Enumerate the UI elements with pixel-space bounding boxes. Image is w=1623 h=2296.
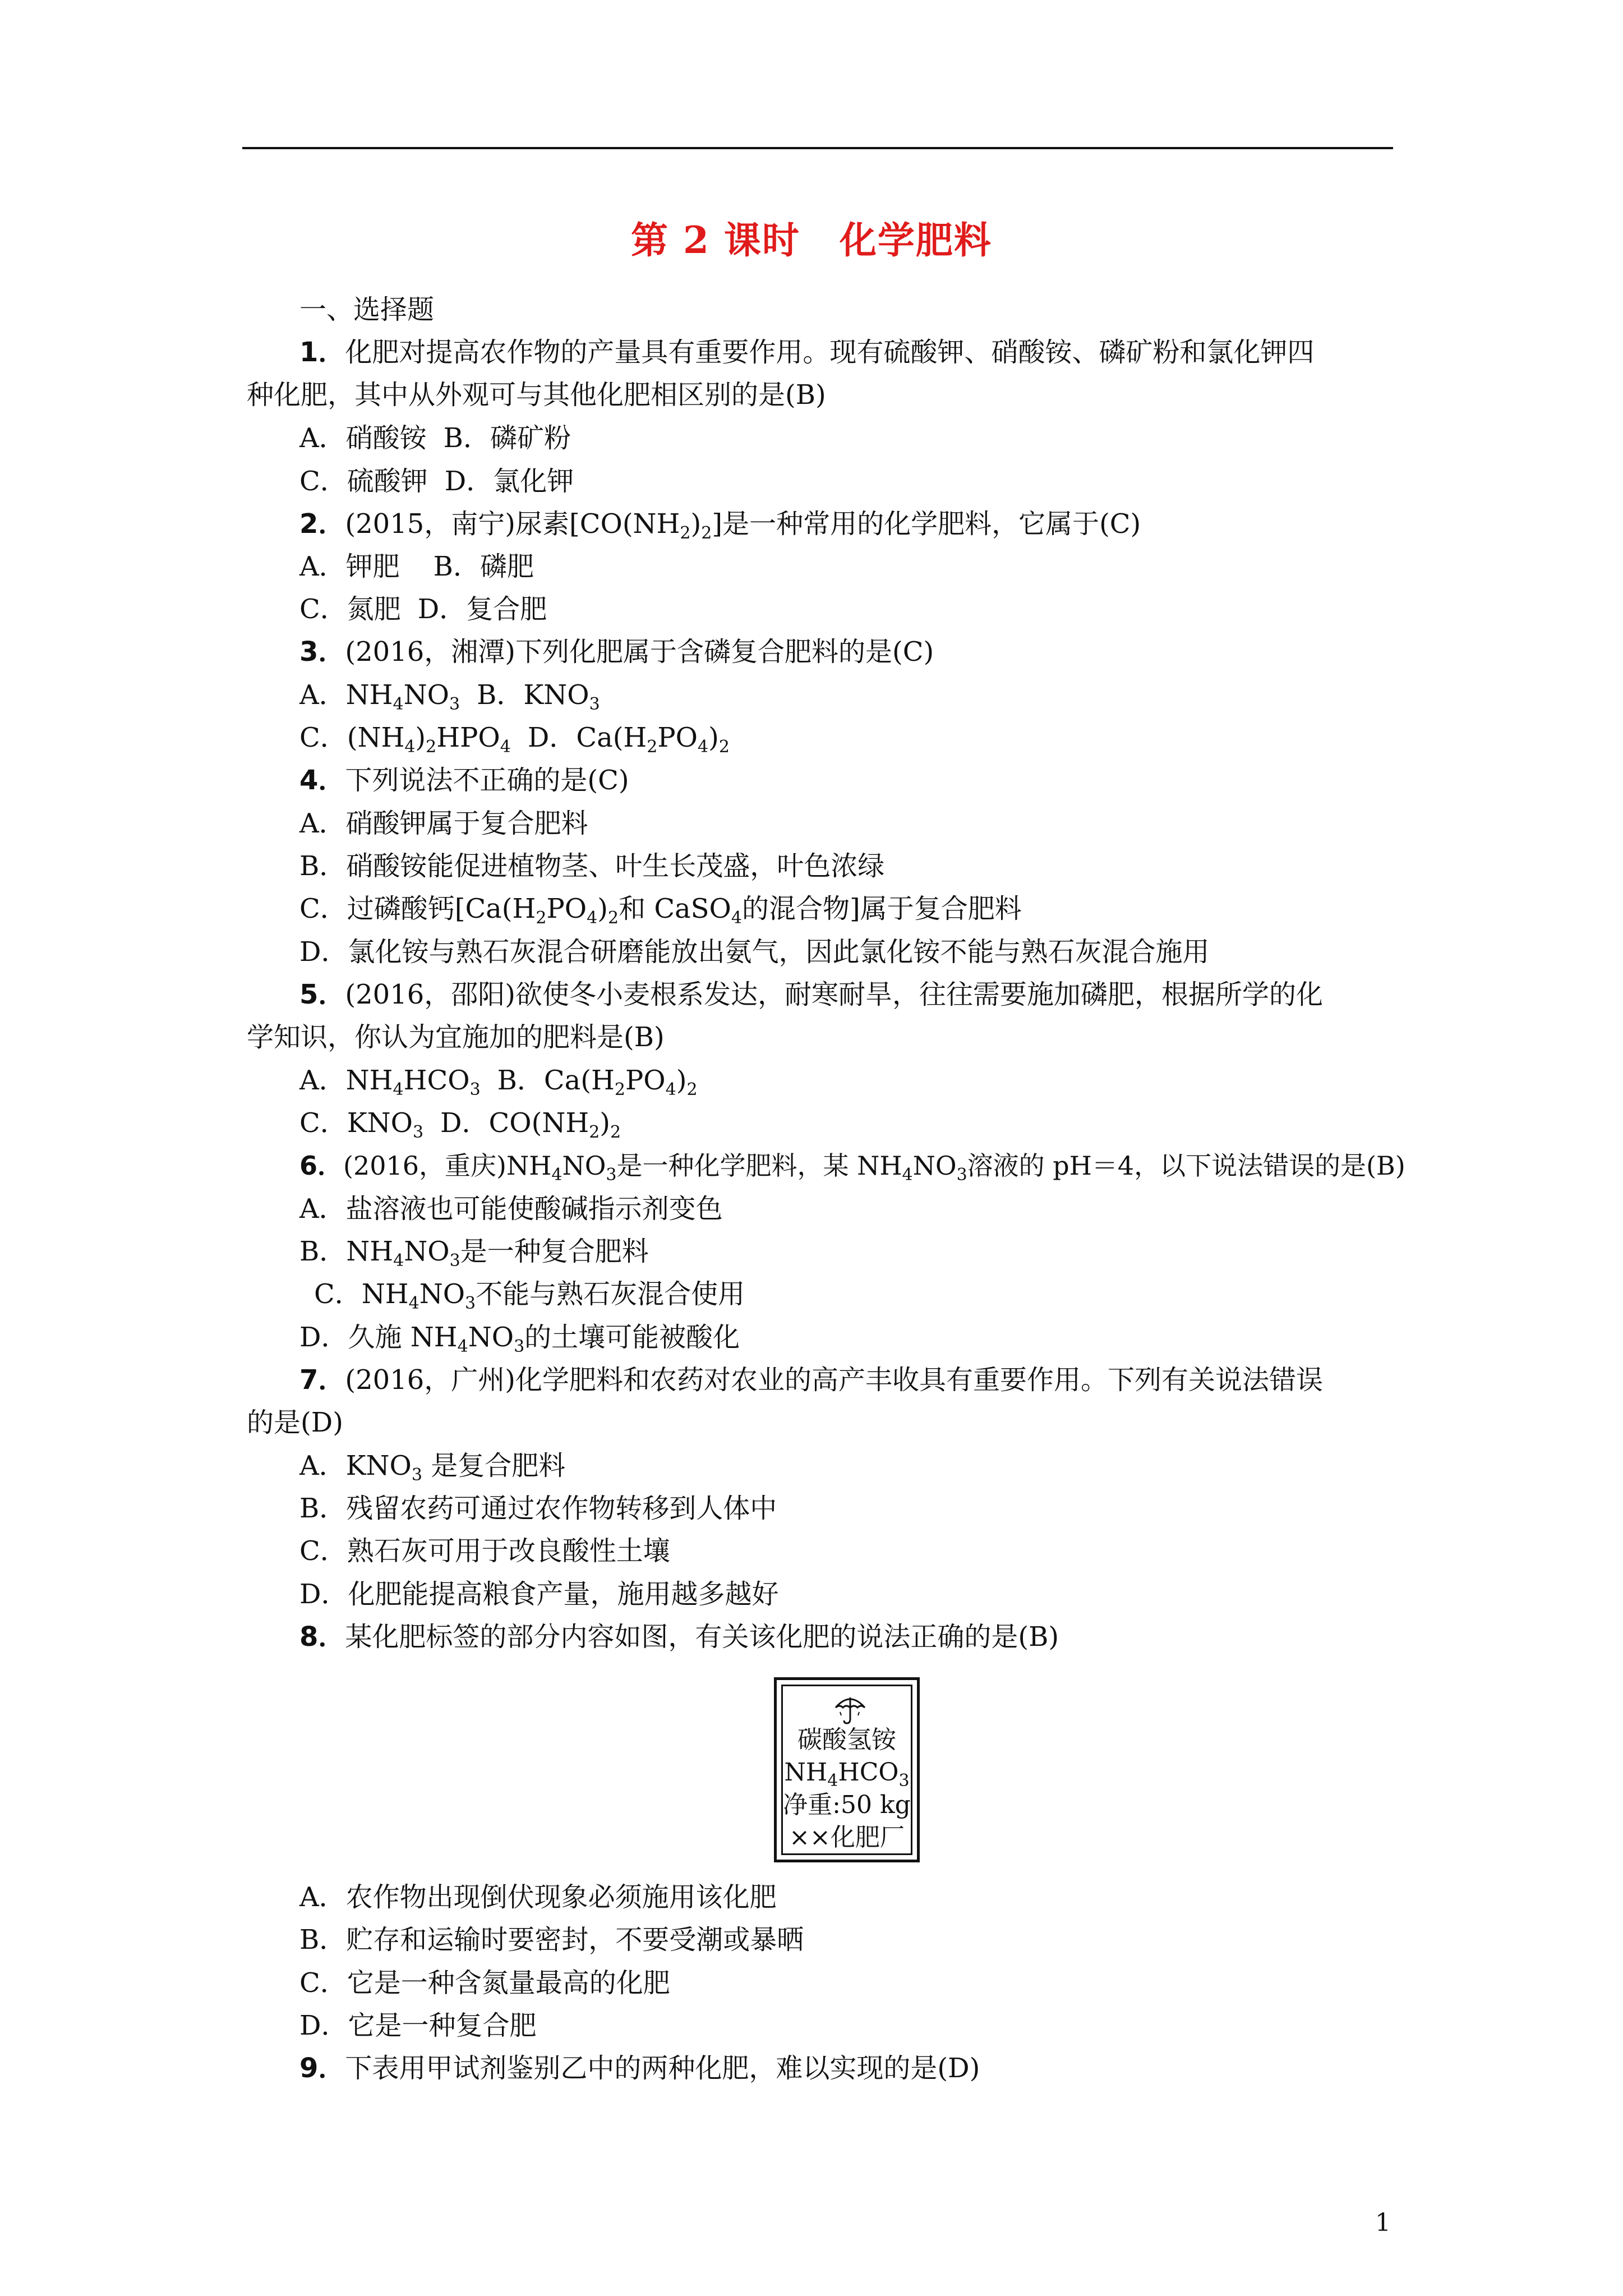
question-6-option-d: D．久施 $NH_4NO_3$的土壤可能被酸化 <box>299 1322 740 1356</box>
label-product-name: 碳酸氢铵 <box>797 1726 896 1754</box>
section-heading: 一、选择题 <box>299 294 435 325</box>
label-factory: ××化肥厂 <box>789 1823 905 1852</box>
question-5: 5．(2016，邵阳)欲使冬小麦根系发达，耐寒耐旱，往往需要施加磷肥，根据所学的化 <box>299 979 1324 1010</box>
header-rule <box>242 147 1393 149</box>
question-1-cont: 种化肥，其中从外观可与其他化肥相区别的是(B) <box>247 379 826 411</box>
question-1-options-cd: C．硫酸钾 D．氯化钾 <box>299 466 574 497</box>
keep-dry-umbrella-icon <box>833 1694 867 1726</box>
question-7-option-b: B．残留农药可通过农作物转移到人体中 <box>299 1493 777 1524</box>
question-4-option-b: B．硝酸铵能促进植物茎、叶生长茂盛，叶色浓绿 <box>299 850 885 882</box>
question-4-option-d: D．氯化铵与熟石灰混合研磨能放出氨气，因此氯化铵不能与熟石灰混合施用 <box>299 936 1210 968</box>
question-8-option-d: D．它是一种复合肥 <box>299 2010 537 2041</box>
question-2-options-ab: A．钾肥 B．磷肥 <box>299 551 534 582</box>
question-7: 7．(2016，广州)化学肥料和农药对农业的高产丰收具有重要作用。下列有关说法错误 <box>299 1364 1324 1396</box>
title-lesson: 第 2 课时 <box>631 218 800 262</box>
question-3-options-cd: C．$(NH_4)_2HPO_4$ D．$Ca(H_2PO_4)_2$ <box>299 722 730 757</box>
question-4-option-c: C．过磷酸钙[$Ca(H_2PO_4)_2$和 CaSO$_4$的混合物]属于复合肥料 <box>299 893 1022 928</box>
question-6: 6．(2016，重庆)$NH_4NO_3$是一种化学肥料，某 $NH_4NO_3$溶液的 pH＝4，以下说法错误的是(B) <box>299 1151 1405 1185</box>
question-8-option-c: C．它是一种含氮量最高的化肥 <box>299 1967 670 1999</box>
question-2-options-cd: C．氮肥 D．复合肥 <box>299 593 547 625</box>
question-8-option-b: B．贮存和运输时要密封，不要受潮或暴晒 <box>299 1924 804 1955</box>
question-7-cont: 的是(D) <box>247 1407 343 1438</box>
question-7-option-a: A．$KNO_3$ 是复合肥料 <box>299 1450 566 1485</box>
question-6-option-b: B．$NH_4NO_3$是一种复合肥料 <box>299 1236 649 1271</box>
question-9: 9．下表用甲试剂鉴别乙中的两种化肥，难以实现的是(D) <box>299 2053 980 2084</box>
question-4-option-a: A．硝酸钾属于复合肥料 <box>299 808 588 839</box>
fertilizer-label-figure <box>774 1677 920 1862</box>
question-8: 8．某化肥标签的部分内容如图，有关该化肥的说法正确的是(B) <box>299 1621 1059 1653</box>
page-title <box>0 210 1623 264</box>
title-topic: 化学肥料 <box>839 218 992 262</box>
page-number: 1 <box>1375 2208 1391 2237</box>
question-2: 2．(2015，南宁)尿素$[CO(NH_2)_2]$是一种常用的化学肥料，它属于(C) <box>299 508 1141 543</box>
label-net-weight: 净重:50 kg <box>783 1791 911 1819</box>
question-5-options-cd: C．$KNO_3$ D．$CO(NH_2)_2$ <box>299 1107 621 1142</box>
question-3: 3．(2016，湘潭)下列化肥属于含磷复合肥料的是(C) <box>299 636 934 668</box>
label-formula: $NH_4HCO_3$ <box>784 1758 910 1791</box>
question-4: 4．下列说法不正确的是(C) <box>299 765 629 796</box>
question-5-cont: 学知识，你认为宜施加的肥料是(B) <box>247 1022 665 1053</box>
question-1-options-ab: A．硝酸铵 B．磷矿粉 <box>299 422 571 454</box>
question-5-options-ab: A．$NH_4HCO_3$ B．$Ca(H_2PO_4)_2$ <box>299 1065 698 1099</box>
question-6-option-c: C．$NH_4NO_3$不能与熟石灰混合使用 <box>314 1278 745 1313</box>
question-3-options-ab: A．$NH_4NO_3$ B．$KNO_3$ <box>299 679 600 714</box>
question-7-option-d: D．化肥能提高粮食产量，施用越多越好 <box>299 1579 779 1610</box>
question-6-option-a: A．盐溶液也可能使酸碱指示剂变色 <box>299 1193 723 1225</box>
question-8-option-a: A．农作物出现倒伏现象必须施用该化肥 <box>299 1881 777 1913</box>
question-1: 1．化肥对提高农作物的产量具有重要作用。现有硫酸钾、硝酸铵、磷矿粉和氯化钾四 <box>299 337 1315 368</box>
question-7-option-c: C．熟石灰可用于改良酸性土壤 <box>299 1535 670 1567</box>
